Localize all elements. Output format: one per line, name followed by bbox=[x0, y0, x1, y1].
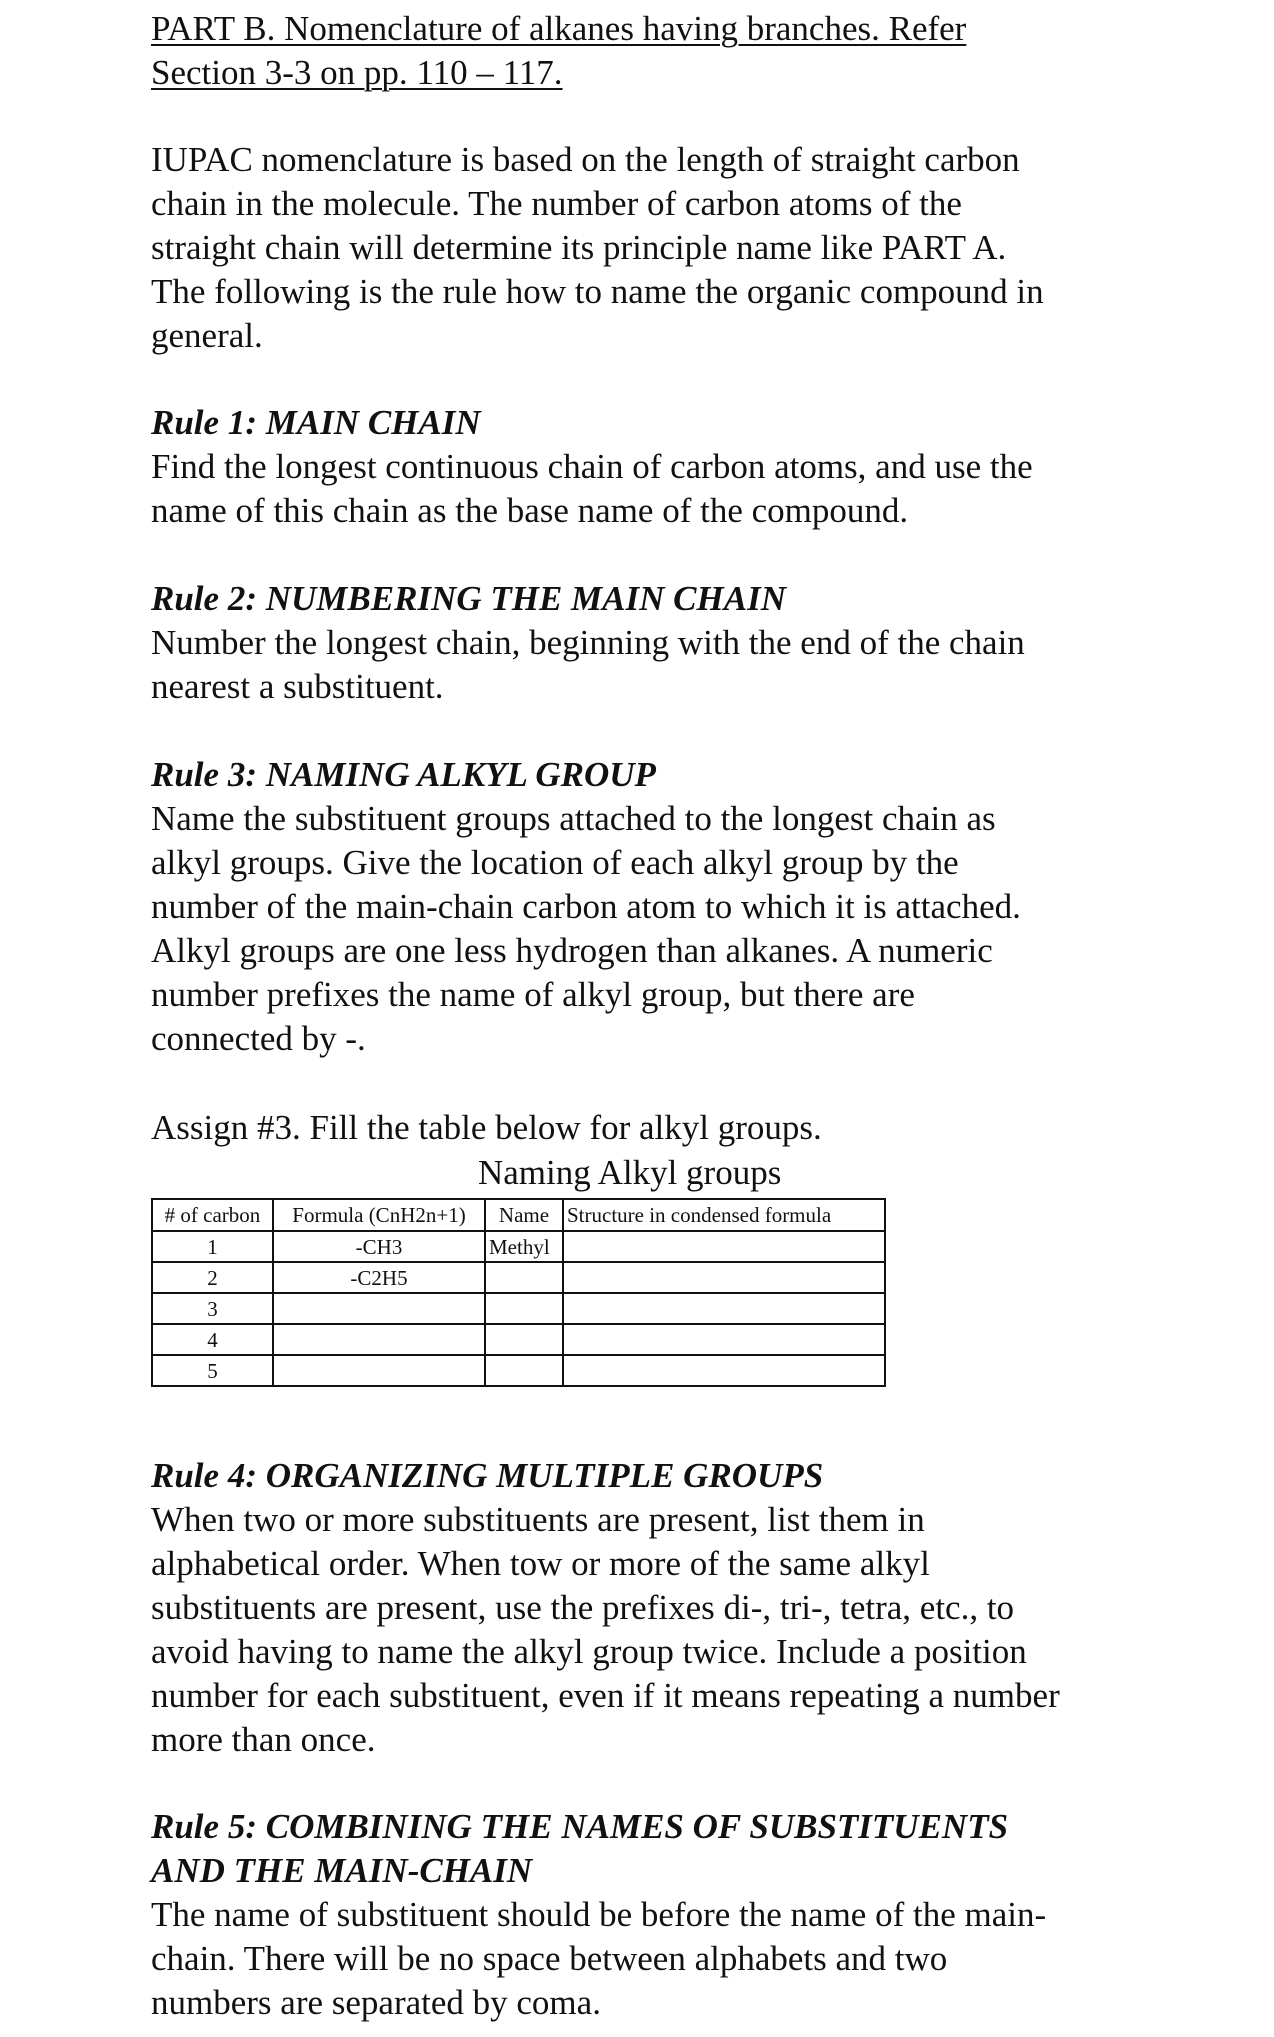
cell-carbon-count: 3 bbox=[152, 1293, 273, 1324]
rule-2-line: Number the longest chain, beginning with the end of the chain bbox=[151, 623, 1025, 662]
rule-3-line: connected by -. bbox=[151, 1019, 366, 1058]
intro-line: The following is the rule how to name the organic compound in bbox=[151, 272, 1044, 311]
rule-5 bbox=[151, 1805, 1171, 2025]
rule-1 bbox=[151, 401, 1171, 533]
header-name: Name bbox=[485, 1199, 563, 1231]
header-carbon-count: # of carbon bbox=[152, 1199, 273, 1231]
intro-line: general. bbox=[151, 316, 263, 355]
intro-line: straight chain will determine its principle name like PART A. bbox=[151, 228, 1007, 267]
rule-4-line: more than once. bbox=[151, 1720, 376, 1759]
rule-3-line: Name the substituent groups attached to the longest chain as bbox=[151, 799, 996, 838]
intro-paragraph bbox=[151, 138, 1171, 358]
rule-1-line: Find the longest continuous chain of carbon atoms, and use the bbox=[151, 447, 1033, 486]
header-structure: Structure in condensed formula bbox=[563, 1199, 885, 1231]
rule-4-line: When two or more substituents are present, list them in bbox=[151, 1500, 925, 1539]
assignment-prompt: Assign #3. Fill the table below for alkyl groups. bbox=[151, 1108, 822, 1147]
table-row bbox=[152, 1262, 885, 1293]
rule-3-line: number of the main-chain carbon atom to which it is attached. bbox=[151, 887, 1021, 926]
section-title-line-1: PART B. Nomenclature of alkanes having branches. Refer bbox=[151, 9, 967, 48]
cell-structure[interactable] bbox=[563, 1231, 885, 1262]
cell-carbon-count: 1 bbox=[152, 1231, 273, 1262]
table-row bbox=[152, 1355, 885, 1386]
cell-name[interactable] bbox=[485, 1324, 563, 1355]
cell-name[interactable] bbox=[485, 1293, 563, 1324]
cell-name[interactable] bbox=[485, 1355, 563, 1386]
rule-5-line: chain. There will be no space between alphabets and two bbox=[151, 1939, 948, 1978]
rule-4-heading: Rule 4: ORGANIZING MULTIPLE GROUPS bbox=[151, 1456, 824, 1495]
cell-formula[interactable] bbox=[273, 1355, 485, 1386]
rule-2 bbox=[151, 577, 1171, 709]
rule-3 bbox=[151, 753, 1171, 1061]
rule-4-line: substituents are present, use the prefixes di-, tri-, tetra, etc., to bbox=[151, 1588, 1015, 1627]
rule-3-line: alkyl groups. Give the location of each alkyl group by the bbox=[151, 843, 959, 882]
rule-5-heading-line-2: AND THE MAIN-CHAIN bbox=[151, 1851, 533, 1890]
rule-1-heading: Rule 1: MAIN CHAIN bbox=[151, 403, 481, 442]
section-title bbox=[151, 7, 1051, 95]
cell-structure[interactable] bbox=[563, 1293, 885, 1324]
table-header-row bbox=[152, 1199, 885, 1231]
rule-4-line: alphabetical order. When tow or more of the same alkyl bbox=[151, 1544, 930, 1583]
table-row bbox=[152, 1231, 885, 1262]
cell-structure[interactable] bbox=[563, 1324, 885, 1355]
table-row bbox=[152, 1324, 885, 1355]
cell-formula: -CH3 bbox=[273, 1231, 485, 1262]
intro-line: chain in the molecule. The number of carbon atoms of the bbox=[151, 184, 962, 223]
cell-carbon-count: 4 bbox=[152, 1324, 273, 1355]
rule-5-line: The name of substituent should be before the name of the main- bbox=[151, 1895, 1047, 1934]
section-title-line-2: Section 3-3 on pp. 110 – 117. bbox=[151, 53, 563, 92]
cell-carbon-count: 5 bbox=[152, 1355, 273, 1386]
cell-formula[interactable] bbox=[273, 1324, 485, 1355]
rule-2-line: nearest a substituent. bbox=[151, 667, 444, 706]
rule-2-heading: Rule 2: NUMBERING THE MAIN CHAIN bbox=[151, 579, 786, 618]
cell-formula[interactable] bbox=[273, 1293, 485, 1324]
cell-structure[interactable] bbox=[563, 1355, 885, 1386]
intro-line: IUPAC nomenclature is based on the length of straight carbon bbox=[151, 140, 1020, 179]
cell-structure[interactable] bbox=[563, 1262, 885, 1293]
rule-3-line: Alkyl groups are one less hydrogen than alkanes. A numeric bbox=[151, 931, 993, 970]
rule-1-line: name of this chain as the base name of the compound. bbox=[151, 491, 909, 530]
cell-name[interactable] bbox=[485, 1262, 563, 1293]
rule-5-heading-line-1: Rule 5: COMBINING THE NAMES OF SUBSTITUENTS bbox=[151, 1807, 1009, 1846]
rule-4-line: number for each substituent, even if it means repeating a number bbox=[151, 1676, 1060, 1715]
rule-4 bbox=[151, 1454, 1171, 1762]
cell-name[interactable]: Methyl bbox=[485, 1231, 563, 1262]
alkyl-groups-table bbox=[151, 1198, 886, 1387]
rule-3-heading: Rule 3: NAMING ALKYL GROUP bbox=[151, 755, 656, 794]
rule-5-line: numbers are separated by coma. bbox=[151, 1983, 601, 2022]
table-title: Naming Alkyl groups bbox=[478, 1153, 782, 1192]
rule-3-line: number prefixes the name of alkyl group, but there are bbox=[151, 975, 915, 1014]
table-row bbox=[152, 1293, 885, 1324]
cell-carbon-count: 2 bbox=[152, 1262, 273, 1293]
rule-4-line: avoid having to name the alkyl group twice. Include a position bbox=[151, 1632, 1027, 1671]
cell-formula: -C2H5 bbox=[273, 1262, 485, 1293]
header-formula: Formula (CnH2n+1) bbox=[273, 1199, 485, 1231]
